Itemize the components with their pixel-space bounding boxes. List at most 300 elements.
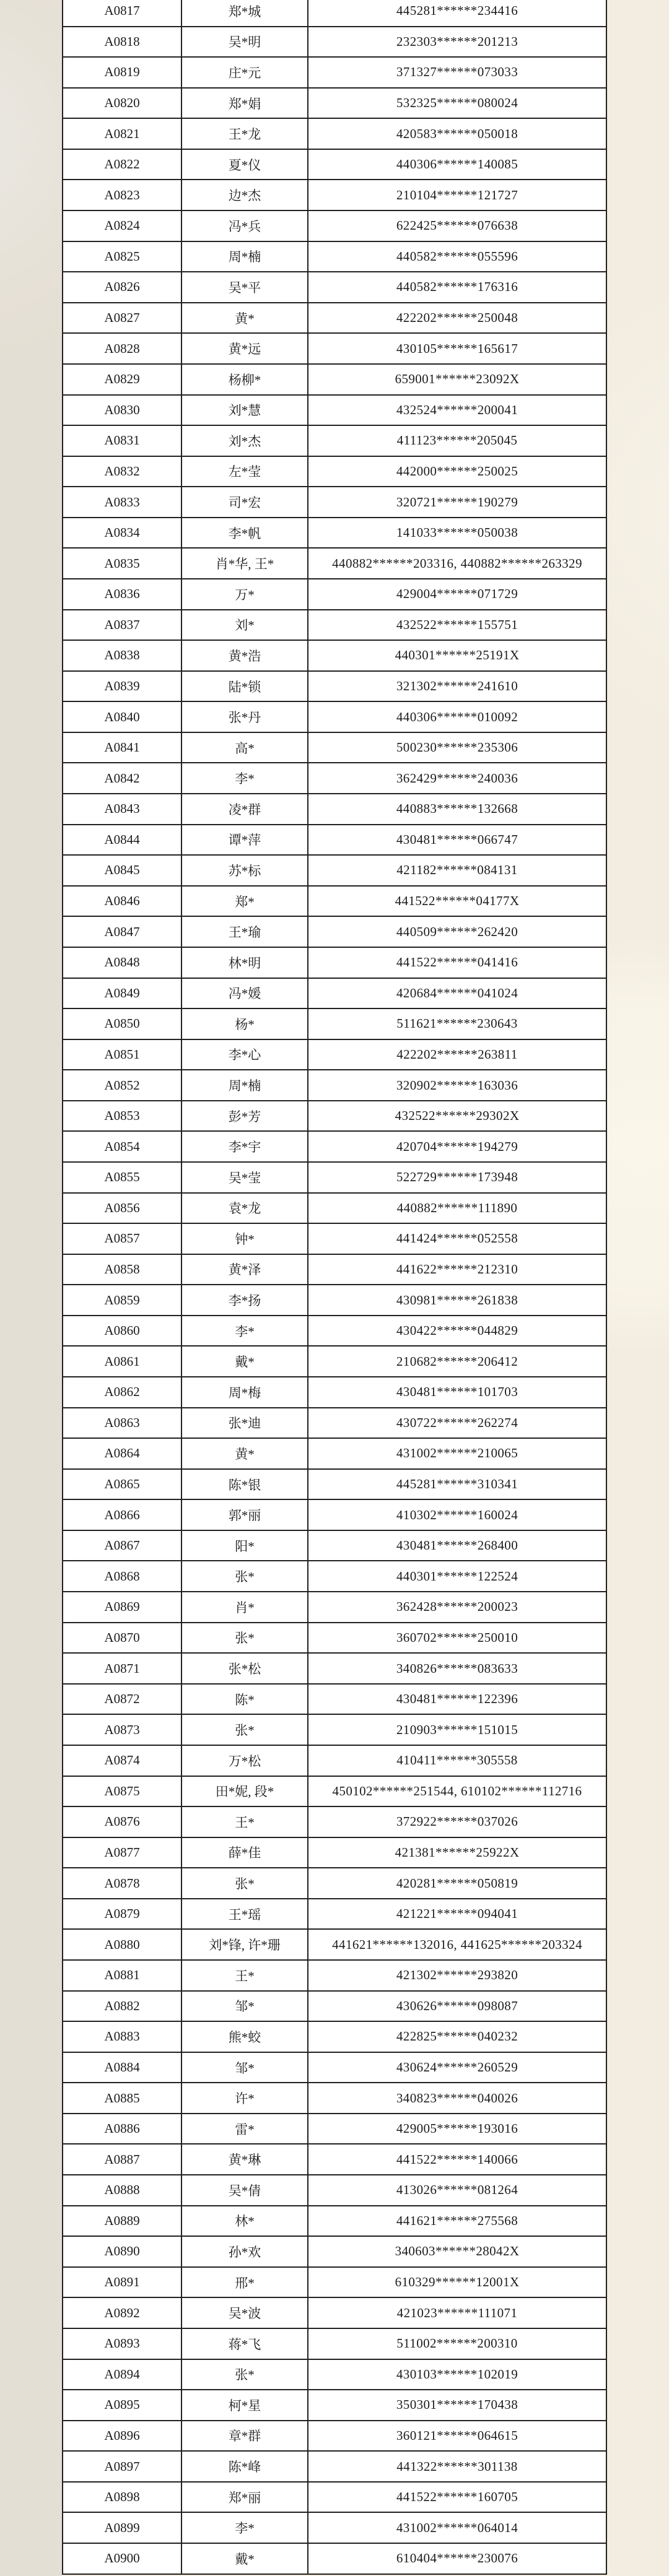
applicant-name-cell: 蒋*飞: [182, 2329, 308, 2360]
applicant-name-cell: 黄*: [182, 1439, 308, 1470]
id-number-cell: 430722******262274: [308, 1408, 606, 1439]
applicant-id-cell: A0872: [63, 1685, 182, 1715]
table-row: [63, 457, 606, 488]
table-row: [63, 1285, 606, 1316]
id-number-cell: 430103******102019: [308, 2360, 606, 2391]
applicant-name-cell: 李*宇: [182, 1132, 308, 1163]
applicant-name-cell: 陈*峰: [182, 2452, 308, 2483]
applicant-name-cell: 张*迪: [182, 1408, 308, 1439]
applicant-name-cell: 李*: [182, 2513, 308, 2544]
id-number-cell: 441621******275568: [308, 2206, 606, 2237]
id-number-cell: 210682******206412: [308, 1347, 606, 1377]
table-row: [63, 1654, 606, 1685]
applicant-id-cell: A0820: [63, 89, 182, 119]
applicant-name-cell: 周*楠: [182, 242, 308, 273]
id-number-cell: 431002******064014: [308, 2513, 606, 2544]
applicant-id-cell: A0822: [63, 150, 182, 181]
applicant-name-cell: 陈*银: [182, 1470, 308, 1501]
id-number-cell: 511002******200310: [308, 2329, 606, 2360]
applicant-name-cell: 刘*锋, 许*珊: [182, 1930, 308, 1961]
applicant-name-cell: 夏*仪: [182, 150, 308, 181]
table-row: [63, 549, 606, 579]
table-row: [63, 917, 606, 948]
applicant-name-cell: 吴*明: [182, 27, 308, 58]
applicant-name-cell: 林*: [182, 2206, 308, 2237]
id-number-cell: 440882******111890: [308, 1194, 606, 1225]
table-row: [63, 1715, 606, 1746]
id-number-cell: 321302******241610: [308, 672, 606, 703]
applicant-id-cell: A0852: [63, 1070, 182, 1101]
applicant-id-cell: A0874: [63, 1746, 182, 1777]
applicant-id-cell: A0863: [63, 1408, 182, 1439]
id-number-cell: 362429******240036: [308, 763, 606, 794]
applicant-id-cell: A0854: [63, 1132, 182, 1163]
table-row: [63, 763, 606, 794]
id-number-cell: 350301******170438: [308, 2390, 606, 2421]
table-row: [63, 2175, 606, 2206]
applicant-id-cell: A0879: [63, 1899, 182, 1930]
applicant-name-cell: 柯*星: [182, 2390, 308, 2421]
table-row: [63, 1992, 606, 2023]
id-number-cell: 430481******268400: [308, 1531, 606, 1562]
applicant-id-cell: A0898: [63, 2483, 182, 2513]
applicant-id-cell: A0883: [63, 2022, 182, 2053]
applicant-id-cell: A0899: [63, 2513, 182, 2544]
applicant-name-cell: 邢*: [182, 2268, 308, 2299]
applicant-id-cell: A0856: [63, 1194, 182, 1225]
table-row: [63, 1439, 606, 1470]
id-number-cell: 432524******200041: [308, 396, 606, 427]
applicant-id-cell: A0889: [63, 2206, 182, 2237]
id-number-cell: 421302******293820: [308, 1961, 606, 1992]
applicant-id-cell: A0876: [63, 1807, 182, 1838]
applicant-id-cell: A0888: [63, 2175, 182, 2206]
id-number-cell: 430626******098087: [308, 1992, 606, 2023]
applicant-name-cell: 王*: [182, 1807, 308, 1838]
id-number-cell: 410302******160024: [308, 1500, 606, 1531]
applicant-table: [62, 0, 607, 2575]
id-number-cell: 232303******201213: [308, 27, 606, 58]
id-number-cell: 430105******165617: [308, 334, 606, 365]
table-row: [63, 2298, 606, 2329]
applicant-id-cell: A0858: [63, 1255, 182, 1286]
table-row: [63, 1500, 606, 1531]
applicant-id-cell: A0849: [63, 979, 182, 1010]
applicant-name-cell: 李*: [182, 1316, 308, 1347]
applicant-name-cell: 郭*丽: [182, 1500, 308, 1531]
applicant-name-cell: 凌*群: [182, 794, 308, 825]
table-row: [63, 1408, 606, 1439]
applicant-name-cell: 张*: [182, 1715, 308, 1746]
table-row: [63, 2022, 606, 2053]
applicant-id-cell: A0819: [63, 58, 182, 89]
table-row: [63, 579, 606, 610]
applicant-name-cell: 邹*: [182, 2053, 308, 2084]
applicant-id-cell: A0830: [63, 396, 182, 427]
id-number-cell: 430481******122396: [308, 1685, 606, 1715]
applicant-name-cell: 吴*平: [182, 272, 308, 303]
id-number-cell: 420281******050819: [308, 1868, 606, 1899]
applicant-id-cell: A0890: [63, 2237, 182, 2268]
applicant-name-cell: 陈*: [182, 1685, 308, 1715]
id-number-cell: 141033******050038: [308, 518, 606, 549]
table-row: [63, 2421, 606, 2452]
applicant-name-cell: 彭*芳: [182, 1101, 308, 1132]
applicant-name-cell: 郑*: [182, 887, 308, 917]
applicant-id-cell: A0861: [63, 1347, 182, 1377]
applicant-id-cell: A0865: [63, 1470, 182, 1501]
id-number-cell: 210903******151015: [308, 1715, 606, 1746]
applicant-name-cell: 高*: [182, 733, 308, 764]
applicant-name-cell: 郑*城: [182, 0, 308, 27]
applicant-name-cell: 周*楠: [182, 1070, 308, 1101]
applicant-name-cell: 戴*: [182, 1347, 308, 1377]
table-row: [63, 2483, 606, 2513]
id-number-cell: 511621******230643: [308, 1009, 606, 1040]
table-row: [63, 1807, 606, 1838]
applicant-name-cell: 黄*: [182, 303, 308, 334]
applicant-name-cell: 周*梅: [182, 1377, 308, 1408]
applicant-name-cell: 戴*: [182, 2544, 308, 2575]
applicant-name-cell: 熊*蛟: [182, 2022, 308, 2053]
applicant-id-cell: A0831: [63, 426, 182, 457]
applicant-name-cell: 谭*萍: [182, 825, 308, 856]
id-number-cell: 420583******050018: [308, 119, 606, 150]
id-number-cell: 441621******132016, 441625******203324: [308, 1930, 606, 1961]
table-row: [63, 1163, 606, 1194]
applicant-name-cell: 冯*兵: [182, 211, 308, 242]
table-row: [63, 242, 606, 273]
id-number-cell: 360121******064615: [308, 2421, 606, 2452]
id-number-cell: 371327******073033: [308, 58, 606, 89]
applicant-table-body: [63, 0, 606, 2575]
applicant-name-cell: 许*: [182, 2083, 308, 2114]
table-row: [63, 1746, 606, 1777]
applicant-id-cell: A0851: [63, 1040, 182, 1071]
table-row: [63, 1961, 606, 1992]
table-row: [63, 2390, 606, 2421]
applicant-name-cell: 阳*: [182, 1531, 308, 1562]
applicant-id-cell: A0900: [63, 2544, 182, 2575]
table-row: [63, 58, 606, 89]
id-number-cell: 532325******080024: [308, 89, 606, 119]
applicant-id-cell: A0870: [63, 1623, 182, 1654]
applicant-name-cell: 张*: [182, 1623, 308, 1654]
applicant-name-cell: 张*: [182, 1561, 308, 1592]
applicant-name-cell: 刘*: [182, 610, 308, 641]
id-number-cell: 441322******301138: [308, 2452, 606, 2483]
applicant-id-cell: A0835: [63, 549, 182, 579]
table-row: [63, 303, 606, 334]
id-number-cell: 430981******261838: [308, 1285, 606, 1316]
table-row: [63, 1838, 606, 1869]
table-row: [63, 1101, 606, 1132]
applicant-id-cell: A0850: [63, 1009, 182, 1040]
applicant-id-cell: A0832: [63, 457, 182, 488]
applicant-id-cell: A0818: [63, 27, 182, 58]
applicant-id-cell: A0880: [63, 1930, 182, 1961]
table-row: [63, 487, 606, 518]
applicant-name-cell: 刘*慧: [182, 396, 308, 427]
table-row: [63, 1561, 606, 1592]
table-row: [63, 1316, 606, 1347]
applicant-name-cell: 王*瑶: [182, 1899, 308, 1930]
table-row: [63, 2329, 606, 2360]
id-number-cell: 421182******084131: [308, 856, 606, 887]
table-row: [63, 396, 606, 427]
table-row: [63, 1899, 606, 1930]
id-number-cell: 440509******262420: [308, 917, 606, 948]
applicant-id-cell: A0881: [63, 1961, 182, 1992]
applicant-id-cell: A0859: [63, 1285, 182, 1316]
applicant-id-cell: A0867: [63, 1531, 182, 1562]
id-number-cell: 441622******212310: [308, 1255, 606, 1286]
id-number-cell: 442000******250025: [308, 457, 606, 488]
applicant-id-cell: A0875: [63, 1777, 182, 1808]
table-row: [63, 2237, 606, 2268]
table-row: [63, 610, 606, 641]
table-row: [63, 334, 606, 365]
id-number-cell: 430481******101703: [308, 1377, 606, 1408]
table-row: [63, 948, 606, 979]
id-number-cell: 410411******305558: [308, 1746, 606, 1777]
applicant-id-cell: A0885: [63, 2083, 182, 2114]
applicant-id-cell: A0868: [63, 1561, 182, 1592]
id-number-cell: 421221******094041: [308, 1899, 606, 1930]
applicant-id-cell: A0894: [63, 2360, 182, 2391]
applicant-id-cell: A0855: [63, 1163, 182, 1194]
applicant-name-cell: 肖*: [182, 1592, 308, 1623]
table-row: [63, 2144, 606, 2175]
id-number-cell: 360702******250010: [308, 1623, 606, 1654]
id-number-cell: 522729******173948: [308, 1163, 606, 1194]
table-row: [63, 272, 606, 303]
applicant-name-cell: 郑*丽: [182, 2483, 308, 2513]
table-row: [63, 641, 606, 672]
applicant-id-cell: A0823: [63, 180, 182, 211]
applicant-name-cell: 吴*倩: [182, 2175, 308, 2206]
table-row: [63, 856, 606, 887]
applicant-name-cell: 李*心: [182, 1040, 308, 1071]
applicant-name-cell: 钟*: [182, 1224, 308, 1255]
applicant-id-cell: A0821: [63, 119, 182, 150]
table-row: [63, 2268, 606, 2299]
table-row: [63, 2544, 606, 2575]
applicant-id-cell: A0887: [63, 2144, 182, 2175]
id-number-cell: 441522******140066: [308, 2144, 606, 2175]
applicant-name-cell: 孙*欢: [182, 2237, 308, 2268]
id-number-cell: 450102******251544, 610102******112716: [308, 1777, 606, 1808]
table-row: [63, 1070, 606, 1101]
applicant-id-cell: A0826: [63, 272, 182, 303]
table-row: [63, 365, 606, 396]
applicant-name-cell: 张*丹: [182, 702, 308, 733]
id-number-cell: 659001******23092X: [308, 365, 606, 396]
applicant-id-cell: A0838: [63, 641, 182, 672]
table-row: [63, 1470, 606, 1501]
id-number-cell: 440301******25191X: [308, 641, 606, 672]
table-row: [63, 0, 606, 27]
id-number-cell: 430624******260529: [308, 2053, 606, 2084]
applicant-id-cell: A0827: [63, 303, 182, 334]
applicant-name-cell: 雷*: [182, 2114, 308, 2145]
applicant-name-cell: 林*明: [182, 948, 308, 979]
table-row: [63, 1009, 606, 1040]
applicant-id-cell: A0829: [63, 365, 182, 396]
applicant-id-cell: A0857: [63, 1224, 182, 1255]
table-row: [63, 1930, 606, 1961]
id-number-cell: 362428******200023: [308, 1592, 606, 1623]
applicant-id-cell: A0878: [63, 1868, 182, 1899]
id-number-cell: 429005******193016: [308, 2114, 606, 2145]
id-number-cell: 422825******040232: [308, 2022, 606, 2053]
applicant-id-cell: A0843: [63, 794, 182, 825]
id-number-cell: 429004******071729: [308, 579, 606, 610]
applicant-name-cell: 黄*琳: [182, 2144, 308, 2175]
applicant-id-cell: A0853: [63, 1101, 182, 1132]
applicant-id-cell: A0844: [63, 825, 182, 856]
id-number-cell: 440306******010092: [308, 702, 606, 733]
id-number-cell: 431002******210065: [308, 1439, 606, 1470]
table-row: [63, 119, 606, 150]
applicant-name-cell: 庄*元: [182, 58, 308, 89]
id-number-cell: 440883******132668: [308, 794, 606, 825]
id-number-cell: 445281******234416: [308, 0, 606, 27]
applicant-id-cell: A0828: [63, 334, 182, 365]
id-number-cell: 440882******203316, 440882******263329: [308, 549, 606, 579]
applicant-id-cell: A0896: [63, 2421, 182, 2452]
id-number-cell: 340823******040026: [308, 2083, 606, 2114]
applicant-name-cell: 司*宏: [182, 487, 308, 518]
applicant-name-cell: 肖*华, 王*: [182, 549, 308, 579]
applicant-id-cell: A0873: [63, 1715, 182, 1746]
applicant-id-cell: A0848: [63, 948, 182, 979]
applicant-name-cell: 边*杰: [182, 180, 308, 211]
applicant-name-cell: 李*扬: [182, 1285, 308, 1316]
table-row: [63, 1592, 606, 1623]
id-number-cell: 430481******066747: [308, 825, 606, 856]
applicant-id-cell: A0839: [63, 672, 182, 703]
table-row: [63, 2114, 606, 2145]
id-number-cell: 422202******250048: [308, 303, 606, 334]
table-row: [63, 180, 606, 211]
applicant-name-cell: 李*: [182, 763, 308, 794]
applicant-name-cell: 左*莹: [182, 457, 308, 488]
id-number-cell: 320902******163036: [308, 1070, 606, 1101]
table-row: [63, 1685, 606, 1715]
applicant-name-cell: 万*: [182, 579, 308, 610]
id-number-cell: 432522******29302X: [308, 1101, 606, 1132]
applicant-id-cell: A0895: [63, 2390, 182, 2421]
id-number-cell: 413026******081264: [308, 2175, 606, 2206]
table-row: [63, 1868, 606, 1899]
applicant-name-cell: 陆*锁: [182, 672, 308, 703]
applicant-name-cell: 吴*波: [182, 2298, 308, 2329]
applicant-id-cell: A0869: [63, 1592, 182, 1623]
applicant-id-cell: A0860: [63, 1316, 182, 1347]
table-row: [63, 150, 606, 181]
applicant-id-cell: A0882: [63, 1992, 182, 2023]
applicant-id-cell: A0864: [63, 1439, 182, 1470]
applicant-name-cell: 张*: [182, 1868, 308, 1899]
applicant-id-cell: A0817: [63, 0, 182, 27]
applicant-name-cell: 刘*杰: [182, 426, 308, 457]
applicant-name-cell: 吴*莹: [182, 1163, 308, 1194]
applicant-id-cell: A0866: [63, 1500, 182, 1531]
id-number-cell: 445281******310341: [308, 1470, 606, 1501]
applicant-name-cell: 黄*浩: [182, 641, 308, 672]
applicant-id-cell: A0871: [63, 1654, 182, 1685]
id-number-cell: 210104******121727: [308, 180, 606, 211]
table-row: [63, 1224, 606, 1255]
id-number-cell: 432522******155751: [308, 610, 606, 641]
id-number-cell: 440306******140085: [308, 150, 606, 181]
id-number-cell: 420704******194279: [308, 1132, 606, 1163]
table-row: [63, 1132, 606, 1163]
table-row: [63, 887, 606, 917]
table-row: [63, 2452, 606, 2483]
id-number-cell: 610404******230076: [308, 2544, 606, 2575]
table-row: [63, 733, 606, 764]
applicant-id-cell: A0891: [63, 2268, 182, 2299]
applicant-id-cell: A0884: [63, 2053, 182, 2084]
table-row: [63, 2083, 606, 2114]
applicant-id-cell: A0892: [63, 2298, 182, 2329]
table-row: [63, 1531, 606, 1562]
applicant-name-cell: 章*群: [182, 2421, 308, 2452]
applicant-id-cell: A0824: [63, 211, 182, 242]
table-row: [63, 702, 606, 733]
applicant-id-cell: A0893: [63, 2329, 182, 2360]
table-row: [63, 27, 606, 58]
id-number-cell: 422202******263811: [308, 1040, 606, 1071]
table-row: [63, 1777, 606, 1808]
table-row: [63, 1623, 606, 1654]
id-number-cell: 411123******205045: [308, 426, 606, 457]
applicant-name-cell: 薛*佳: [182, 1838, 308, 1869]
applicant-name-cell: 万*松: [182, 1746, 308, 1777]
table-row: [63, 2360, 606, 2391]
applicant-name-cell: 张*: [182, 2360, 308, 2391]
applicant-id-cell: A0847: [63, 917, 182, 948]
id-number-cell: 421023******111071: [308, 2298, 606, 2329]
applicant-name-cell: 袁*龙: [182, 1194, 308, 1225]
table-row: [63, 2206, 606, 2237]
applicant-name-cell: 邹*: [182, 1992, 308, 2023]
applicant-id-cell: A0846: [63, 887, 182, 917]
applicant-name-cell: 田*妮, 段*: [182, 1777, 308, 1808]
id-number-cell: 340826******083633: [308, 1654, 606, 1685]
table-row: [63, 979, 606, 1010]
applicant-id-cell: A0825: [63, 242, 182, 273]
id-number-cell: 372922******037026: [308, 1807, 606, 1838]
id-number-cell: 440301******122524: [308, 1561, 606, 1592]
table-row: [63, 1194, 606, 1225]
applicant-id-cell: A0834: [63, 518, 182, 549]
id-number-cell: 340603******28042X: [308, 2237, 606, 2268]
applicant-id-cell: A0845: [63, 856, 182, 887]
applicant-name-cell: 黄*泽: [182, 1255, 308, 1286]
applicant-id-cell: A0862: [63, 1377, 182, 1408]
id-number-cell: 441522******04177X: [308, 887, 606, 917]
id-number-cell: 440582******176316: [308, 272, 606, 303]
id-number-cell: 440582******055596: [308, 242, 606, 273]
applicant-id-cell: A0833: [63, 487, 182, 518]
applicant-id-cell: A0841: [63, 733, 182, 764]
table-row: [63, 1347, 606, 1377]
applicant-name-cell: 王*瑜: [182, 917, 308, 948]
table-row: [63, 518, 606, 549]
